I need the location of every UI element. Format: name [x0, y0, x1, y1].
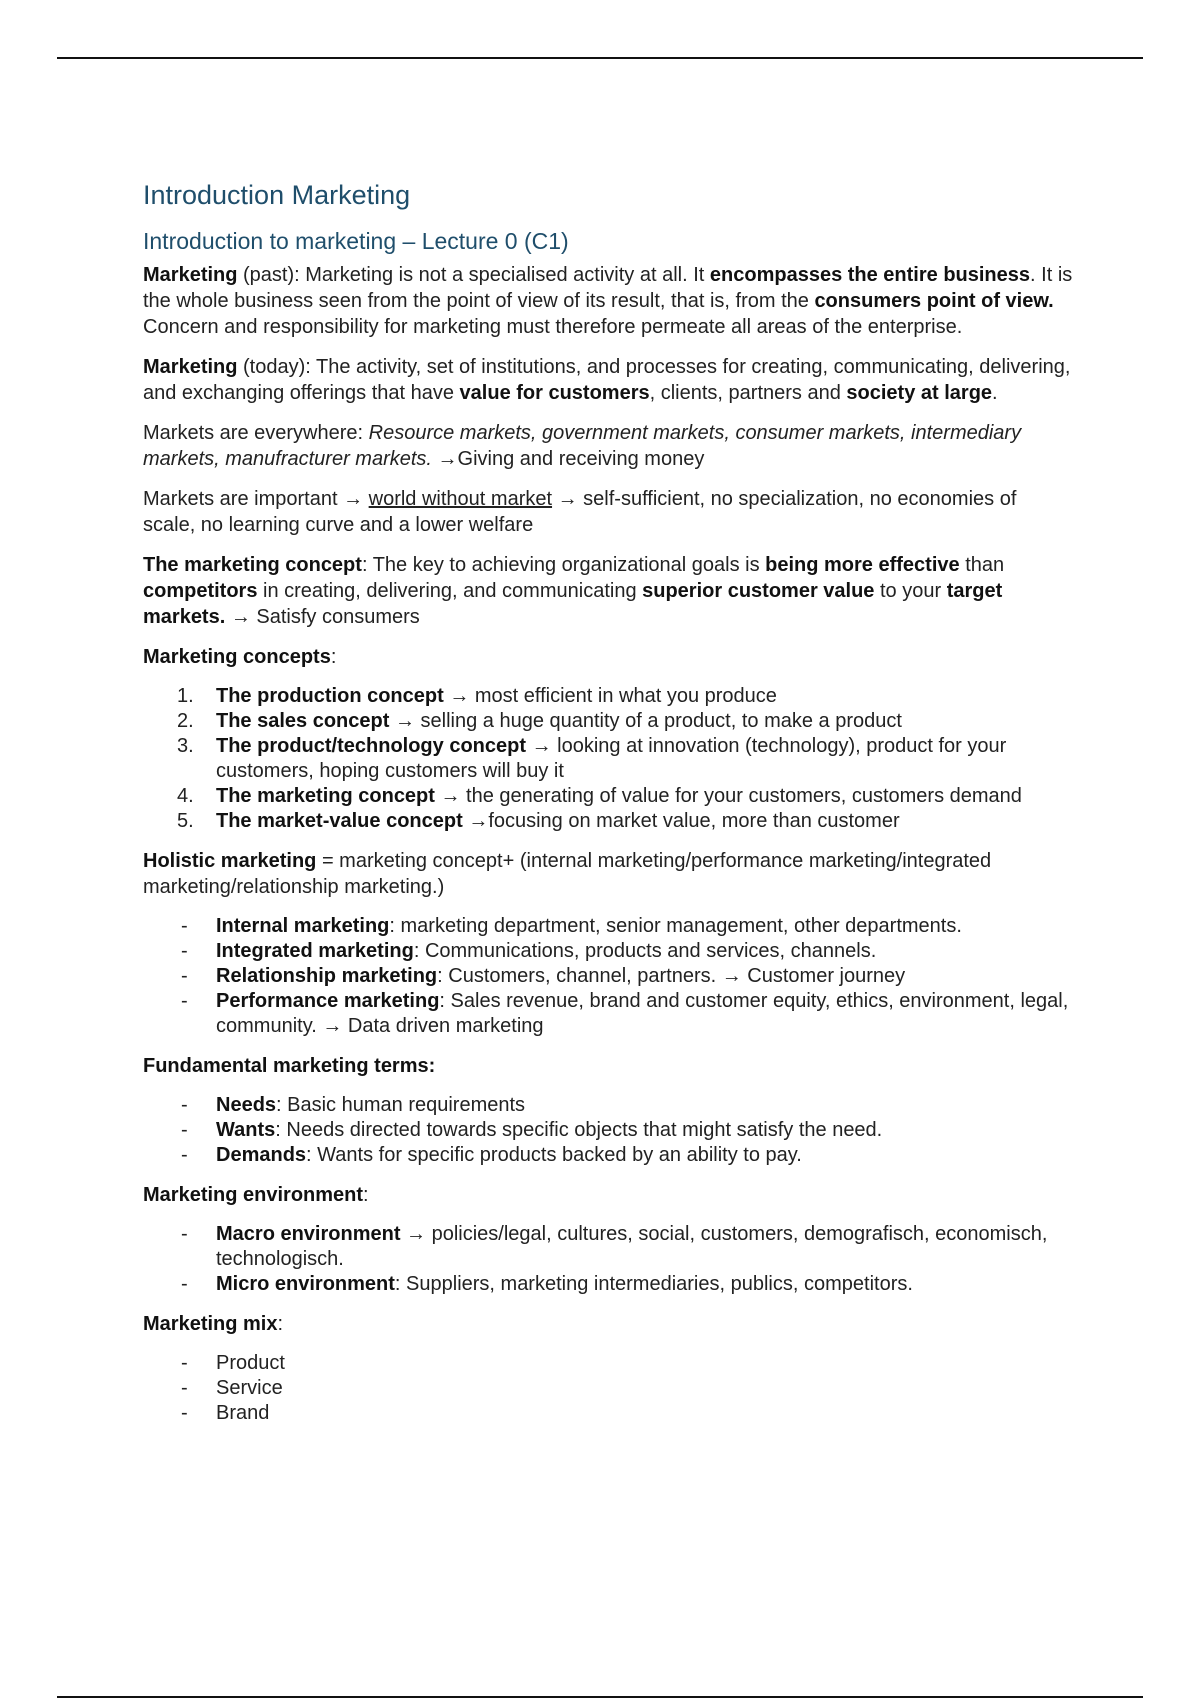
list-holistic-marketing — [143, 914, 1073, 1039]
heading-marketing-mix: Marketing mix: — [143, 1313, 284, 1335]
arrow-icon: → — [449, 685, 470, 707]
paragraph-marketing-past: Marketing (past): Marketing is not a specialised activity at all. It encompasses the entire business. It is the whole business seen from the point of view of its result, that is, from the consumers point of view. Concern and responsibility for marketing must therefore permeate all areas of the enterprise. — [143, 264, 1073, 338]
list-item: 5. The market-value concept →focusing on market value, more than customer — [177, 810, 900, 832]
arrow-icon: → — [322, 1015, 343, 1037]
list-item: 2. The sales concept → selling a huge quantity of a product, to make a product — [177, 710, 902, 732]
list-item: - Brand — [181, 1402, 270, 1424]
paragraph-markets-important: Markets are important → world without market → self-sufficient, no specialization, no economies of scale, no learning curve and a lower welfare — [143, 488, 1017, 536]
arrow-icon: → — [230, 606, 251, 628]
arrow-icon: → — [406, 1223, 427, 1245]
arrow-icon: → — [343, 488, 364, 510]
list-fundamental-terms — [143, 1093, 1073, 1168]
list-item: - Micro environment: Suppliers, marketing intermediaries, publics, competitors. — [181, 1273, 913, 1295]
list-item: 3. The product/technology concept → looking at innovation (technology), product for your customers, hoping customers will buy it — [177, 735, 1007, 782]
list-item: - Product — [181, 1352, 285, 1374]
paragraph-marketing-today: Marketing (today): The activity, set of institutions, and processes for creating, communicating, delivering, and exchanging offerings that have value for customers, clients, partners and society at large. — [143, 356, 1071, 404]
list-marketing-concepts — [143, 684, 1073, 834]
lecture-heading: Introduction to marketing – Lecture 0 (C1) — [143, 228, 569, 254]
list-item: 1. The production concept → most efficient in what you produce — [177, 685, 777, 707]
list-item: 4. The marketing concept → the generating of value for your customers, customers demand — [177, 785, 1022, 807]
header-rule — [57, 57, 1143, 59]
paragraph-holistic-marketing: Holistic marketing = marketing concept+ (internal marketing/performance marketing/integrated marketing/relationship marketing.) — [143, 850, 992, 898]
arrow-icon: → — [531, 735, 552, 757]
list-item: - Integrated marketing: Communications, products and services, channels. — [181, 940, 877, 962]
list-marketing-environment — [143, 1222, 1073, 1297]
heading-marketing-concepts: Marketing concepts: — [143, 646, 337, 668]
list-item: - Relationship marketing: Customers, channel, partners. → Customer journey — [181, 965, 906, 987]
list-item: - Demands: Wants for specific products backed by an ability to pay. — [181, 1144, 802, 1166]
list-item: - Needs: Basic human requirements — [181, 1094, 526, 1116]
arrow-icon: → — [440, 785, 461, 807]
arrow-icon: → — [394, 710, 415, 732]
document-title: Introduction Marketing — [143, 180, 411, 210]
list-marketing-mix — [143, 1351, 1073, 1426]
paragraph-marketing-concept: The marketing concept: The key to achieving organizational goals is being more effective than competitors in creating, delivering, and communicating superior customer value to your target markets. → Satisfy consumers — [143, 554, 1005, 628]
list-item: - Performance marketing: Sales revenue, brand and customer equity, ethics, environment, legal, community. → Data driven marketing — [181, 990, 1069, 1037]
list-item: - Macro environment → policies/legal, cultures, social, customers, demografisch, economisch, technologisch. — [181, 1223, 1048, 1270]
arrow-icon: → — [437, 448, 458, 470]
arrow-icon: → — [557, 488, 578, 510]
list-item: - Internal marketing: marketing department, senior management, other departments. — [181, 915, 962, 937]
list-item: - Service — [181, 1377, 283, 1399]
paragraph-markets-everywhere: Markets are everywhere: Resource markets, government markets, consumer markets, intermediary markets, manufracturer markets. →Giving and receiving money — [143, 422, 1022, 470]
list-item: - Wants: Needs directed towards specific objects that might satisfy the need. — [181, 1119, 883, 1141]
arrow-icon: → — [468, 810, 489, 832]
footer-rule — [57, 1696, 1143, 1698]
heading-fundamental-terms: Fundamental marketing terms: — [143, 1055, 436, 1077]
heading-marketing-environment: Marketing environment: — [143, 1184, 369, 1206]
arrow-icon: → — [721, 965, 742, 987]
document-body — [143, 178, 1073, 1440]
